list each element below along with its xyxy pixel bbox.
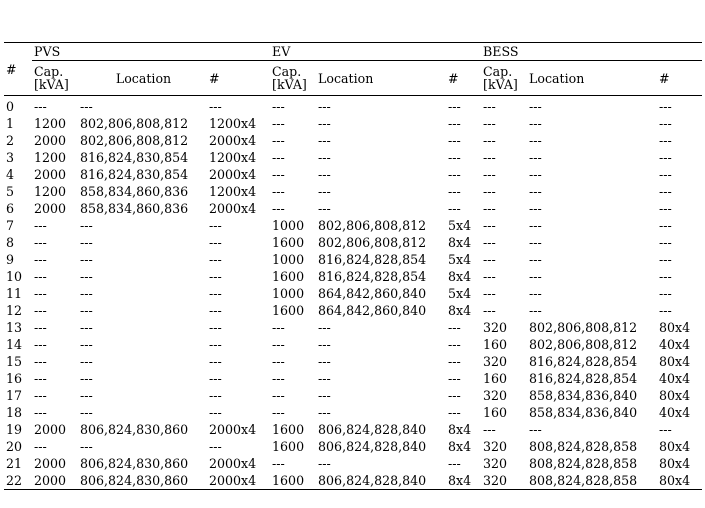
cell-ev-cap: 1600 — [272, 473, 305, 488]
cell-bess-location: --- — [529, 235, 542, 250]
cell-ev-count: 8x4 — [448, 473, 472, 488]
cell-bess-location: --- — [529, 99, 542, 114]
cell-ev-count: --- — [448, 201, 461, 216]
cell-index: 9 — [6, 252, 15, 267]
cell-ev-count: 5x4 — [448, 286, 472, 301]
cell-pvs-cap: --- — [34, 405, 47, 420]
table-body — [4, 96, 702, 490]
cell-pvs-cap: --- — [34, 252, 47, 267]
cell-ev-count: 8x4 — [448, 422, 472, 437]
cell-ev-count: --- — [448, 99, 461, 114]
cell-ev-cap: --- — [272, 133, 285, 148]
cell-ev-location: 864,842,860,840 — [318, 303, 427, 318]
cell-bess-cap: 320 — [483, 456, 508, 471]
cell-bess-location: --- — [529, 133, 542, 148]
cell-pvs-count: --- — [209, 235, 222, 250]
cell-ev-cap: 1600 — [272, 303, 305, 318]
cell-bess-cap: --- — [483, 286, 496, 301]
cell-ev-cap: 1600 — [272, 422, 305, 437]
cell-index: 7 — [6, 218, 15, 233]
cell-pvs-location: --- — [80, 354, 93, 369]
cell-ev-location: 802,806,808,812 — [318, 218, 427, 233]
cell-bess-cap: 320 — [483, 473, 508, 488]
table-row — [4, 251, 702, 268]
cell-index: 14 — [6, 337, 23, 352]
scenario-table — [4, 42, 702, 490]
cell-index: 22 — [6, 473, 23, 488]
cell-bess-cap: --- — [483, 116, 496, 131]
cell-ev-count: --- — [448, 116, 461, 131]
cell-bess-count: 40x4 — [659, 371, 691, 386]
cell-bess-cap: --- — [483, 218, 496, 233]
cell-pvs-count: --- — [209, 354, 222, 369]
cell-pvs-count: --- — [209, 99, 222, 114]
cell-bess-location: --- — [529, 201, 542, 216]
cell-index: 19 — [6, 422, 23, 437]
cell-ev-count: 8x4 — [448, 269, 472, 284]
cell-pvs-location: --- — [80, 371, 93, 386]
cell-index: 13 — [6, 320, 23, 335]
cell-bess-count: 40x4 — [659, 405, 691, 420]
cell-pvs-cap: --- — [34, 218, 47, 233]
cell-ev-location: 816,824,828,854 — [318, 252, 427, 267]
cell-bess-cap: --- — [483, 184, 496, 199]
cell-ev-cap: 1600 — [272, 235, 305, 250]
scenario-table-container — [4, 42, 702, 490]
cell-bess-count: --- — [659, 150, 672, 165]
index-header: # — [6, 61, 17, 77]
cell-pvs-cap: --- — [34, 320, 47, 335]
cell-pvs-location: 858,834,860,836 — [80, 201, 189, 216]
cell-pvs-cap: --- — [34, 354, 47, 369]
cell-pvs-count: --- — [209, 388, 222, 403]
cell-ev-count: 5x4 — [448, 252, 472, 267]
cell-pvs-location: 816,824,830,854 — [80, 150, 189, 165]
cell-pvs-count: --- — [209, 286, 222, 301]
cell-pvs-cap: 2000 — [34, 473, 67, 488]
cell-ev-cap: --- — [272, 150, 285, 165]
cell-bess-cap: --- — [483, 167, 496, 182]
cell-ev-count: 8x4 — [448, 303, 472, 318]
cell-index: 11 — [6, 286, 23, 301]
cell-ev-count: --- — [448, 167, 461, 182]
table-row — [4, 302, 702, 319]
cell-bess-cap: 160 — [483, 405, 508, 420]
cell-ev-location: --- — [318, 99, 331, 114]
cell-bess-location: 808,824,828,858 — [529, 456, 638, 471]
cell-bess-cap: --- — [483, 269, 496, 284]
cell-bess-location: --- — [529, 184, 542, 199]
cell-pvs-count: 2000x4 — [209, 133, 257, 148]
cell-bess-cap: --- — [483, 99, 496, 114]
cell-ev-location: --- — [318, 371, 331, 386]
cell-bess-count: 80x4 — [659, 388, 691, 403]
cell-ev-cap: --- — [272, 354, 285, 369]
cell-bess-count: --- — [659, 167, 672, 182]
cell-pvs-location: --- — [80, 286, 93, 301]
table-row — [4, 96, 702, 116]
cell-bess-cap: 320 — [483, 320, 508, 335]
cell-pvs-count: --- — [209, 320, 222, 335]
cell-bess-cap: --- — [483, 150, 496, 165]
cell-ev-cap: --- — [272, 201, 285, 216]
cell-index: 5 — [6, 184, 15, 199]
cell-ev-location: --- — [318, 201, 331, 216]
table-row — [4, 115, 702, 132]
cell-bess-count: 80x4 — [659, 439, 691, 454]
pvs-cap-header: Cap. [kVA] — [34, 64, 69, 92]
table-row — [4, 268, 702, 285]
cell-bess-location: 808,824,828,858 — [529, 439, 638, 454]
cell-ev-cap: --- — [272, 388, 285, 403]
cell-pvs-cap: --- — [34, 371, 47, 386]
pvs-location-header: Location — [115, 70, 172, 86]
table-row — [4, 455, 702, 472]
cell-ev-location: --- — [318, 184, 331, 199]
cell-bess-location: 802,806,808,812 — [529, 337, 638, 352]
table-row — [4, 166, 702, 183]
table-row — [4, 353, 702, 370]
cell-ev-count: 5x4 — [448, 218, 472, 233]
cell-pvs-count: --- — [209, 439, 222, 454]
cell-ev-cap: --- — [272, 371, 285, 386]
cell-index: 4 — [6, 167, 15, 182]
cell-ev-cap: --- — [272, 456, 285, 471]
cell-ev-location: 806,824,828,840 — [318, 422, 427, 437]
cell-pvs-count: 1200x4 — [209, 150, 257, 165]
ev-cap-header: Cap. [kVA] — [272, 64, 307, 92]
table-row — [4, 370, 702, 387]
cell-bess-count: --- — [659, 218, 672, 233]
cell-bess-cap: 160 — [483, 371, 508, 386]
cell-pvs-location: 806,824,830,860 — [80, 456, 189, 471]
cell-bess-count: 40x4 — [659, 337, 691, 352]
cell-pvs-count: 2000x4 — [209, 456, 257, 471]
cell-ev-location: --- — [318, 320, 331, 335]
cell-ev-cap: 1000 — [272, 218, 305, 233]
cell-ev-location: 806,824,828,840 — [318, 473, 427, 488]
cell-bess-count: 80x4 — [659, 354, 691, 369]
cell-pvs-count: 1200x4 — [209, 184, 257, 199]
cell-ev-count: --- — [448, 405, 461, 420]
cell-pvs-count: 2000x4 — [209, 201, 257, 216]
table-row — [4, 336, 702, 353]
cell-bess-location: --- — [529, 218, 542, 233]
cell-pvs-location: --- — [80, 303, 93, 318]
cell-pvs-count: --- — [209, 252, 222, 267]
cell-pvs-cap: 1200 — [34, 116, 67, 131]
cell-pvs-cap: 1200 — [34, 150, 67, 165]
cell-bess-location: 816,824,828,854 — [529, 354, 638, 369]
cell-ev-location: --- — [318, 167, 331, 182]
cell-pvs-cap: --- — [34, 269, 47, 284]
cell-ev-location: --- — [318, 456, 331, 471]
cell-bess-count: --- — [659, 269, 672, 284]
cell-pvs-location: --- — [80, 388, 93, 403]
cell-ev-count: --- — [448, 371, 461, 386]
ev-location-header: Location — [318, 70, 374, 86]
cell-pvs-count: --- — [209, 371, 222, 386]
cell-pvs-location: --- — [80, 218, 93, 233]
cell-ev-location: --- — [318, 116, 331, 131]
cell-pvs-cap: 2000 — [34, 167, 67, 182]
cell-ev-count: --- — [448, 320, 461, 335]
cell-pvs-cap: --- — [34, 235, 47, 250]
cell-index: 16 — [6, 371, 23, 386]
cell-index: 10 — [6, 269, 23, 284]
cell-pvs-location: --- — [80, 252, 93, 267]
cell-pvs-location: 806,824,830,860 — [80, 473, 189, 488]
cell-bess-count: --- — [659, 235, 672, 250]
cell-pvs-count: 1200x4 — [209, 116, 257, 131]
cell-pvs-cap: --- — [34, 303, 47, 318]
table-row — [4, 472, 702, 490]
cell-bess-cap: --- — [483, 422, 496, 437]
cell-bess-count: --- — [659, 422, 672, 437]
cell-bess-count: --- — [659, 133, 672, 148]
cell-ev-cap: --- — [272, 99, 285, 114]
cell-pvs-count: --- — [209, 269, 222, 284]
cell-ev-count: --- — [448, 150, 461, 165]
cell-pvs-cap: --- — [34, 337, 47, 352]
cell-pvs-location: 816,824,830,854 — [80, 167, 189, 182]
cell-ev-cap: --- — [272, 116, 285, 131]
cell-ev-count: 8x4 — [448, 235, 472, 250]
cell-ev-cap: --- — [272, 337, 285, 352]
cell-bess-count: --- — [659, 184, 672, 199]
cell-bess-location: --- — [529, 116, 542, 131]
cell-index: 6 — [6, 201, 15, 216]
cell-index: 8 — [6, 235, 15, 250]
cell-pvs-location: --- — [80, 405, 93, 420]
cell-bess-location: 816,824,828,854 — [529, 371, 638, 386]
cell-bess-location: --- — [529, 422, 542, 437]
cell-bess-location: 858,834,836,840 — [529, 405, 638, 420]
cell-bess-location: --- — [529, 167, 542, 182]
cell-ev-location: 864,842,860,840 — [318, 286, 427, 301]
cell-index: 18 — [6, 405, 23, 420]
cell-pvs-cap: --- — [34, 388, 47, 403]
cell-bess-count: --- — [659, 286, 672, 301]
cell-pvs-cap: --- — [34, 439, 47, 454]
cell-bess-location: --- — [529, 269, 542, 284]
cell-pvs-location: 802,806,808,812 — [80, 133, 189, 148]
table-row — [4, 217, 702, 234]
table-row — [4, 285, 702, 302]
cell-ev-cap: --- — [272, 184, 285, 199]
cell-bess-cap: --- — [483, 252, 496, 267]
cell-ev-location: 806,824,828,840 — [318, 439, 427, 454]
group-header-bess: BESS — [481, 43, 702, 61]
cell-ev-location: --- — [318, 354, 331, 369]
cell-bess-cap: --- — [483, 303, 496, 318]
cell-pvs-location: --- — [80, 337, 93, 352]
cell-ev-count: --- — [448, 133, 461, 148]
cell-bess-location: 858,834,836,840 — [529, 388, 638, 403]
cell-ev-cap: --- — [272, 405, 285, 420]
cell-bess-count: --- — [659, 116, 672, 131]
cell-bess-cap: --- — [483, 133, 496, 148]
table-row — [4, 404, 702, 421]
cell-ev-location: --- — [318, 133, 331, 148]
group-header-row — [4, 43, 702, 61]
cell-pvs-count: 2000x4 — [209, 167, 257, 182]
cell-bess-cap: --- — [483, 235, 496, 250]
cell-bess-cap: --- — [483, 201, 496, 216]
cell-ev-location: --- — [318, 150, 331, 165]
cell-pvs-count: --- — [209, 337, 222, 352]
cell-pvs-location: 802,806,808,812 — [80, 116, 189, 131]
cell-index: 12 — [6, 303, 23, 318]
cell-ev-cap: 1000 — [272, 252, 305, 267]
cell-pvs-count: --- — [209, 218, 222, 233]
cell-pvs-cap: --- — [34, 286, 47, 301]
cell-pvs-count: 2000x4 — [209, 473, 257, 488]
cell-index: 2 — [6, 133, 15, 148]
cell-pvs-location: --- — [80, 320, 93, 335]
cell-bess-count: 80x4 — [659, 456, 691, 471]
cell-pvs-location: --- — [80, 269, 93, 284]
group-header-pvs: PVS — [32, 43, 270, 61]
cell-bess-location: --- — [529, 303, 542, 318]
cell-ev-count: --- — [448, 184, 461, 199]
table-row — [4, 387, 702, 404]
table-row — [4, 421, 702, 438]
bess-count-header: # — [659, 70, 670, 86]
bess-location-header: Location — [529, 70, 585, 86]
cell-bess-location: --- — [529, 286, 542, 301]
cell-ev-location: --- — [318, 337, 331, 352]
cell-ev-count: --- — [448, 354, 461, 369]
cell-bess-count: --- — [659, 252, 672, 267]
cell-bess-count: 80x4 — [659, 473, 691, 488]
cell-index: 17 — [6, 388, 23, 403]
cell-pvs-location: 806,824,830,860 — [80, 422, 189, 437]
cell-pvs-cap: --- — [34, 99, 47, 114]
cell-pvs-cap: 1200 — [34, 184, 67, 199]
cell-ev-count: --- — [448, 337, 461, 352]
table-row — [4, 319, 702, 336]
cell-bess-location: 802,806,808,812 — [529, 320, 638, 335]
cell-pvs-location: --- — [80, 99, 93, 114]
cell-bess-cap: 160 — [483, 337, 508, 352]
cell-bess-count: --- — [659, 201, 672, 216]
table-row — [4, 149, 702, 166]
cell-ev-cap: 1600 — [272, 439, 305, 454]
table-row — [4, 438, 702, 455]
cell-ev-count: 8x4 — [448, 439, 472, 454]
cell-ev-location: --- — [318, 388, 331, 403]
table-row — [4, 200, 702, 217]
cell-bess-location: 808,824,828,858 — [529, 473, 638, 488]
cell-bess-location: --- — [529, 150, 542, 165]
cell-pvs-cap: 2000 — [34, 422, 67, 437]
cell-pvs-count: --- — [209, 303, 222, 318]
table-row — [4, 183, 702, 200]
cell-index: 3 — [6, 150, 15, 165]
cell-ev-location: 816,824,828,854 — [318, 269, 427, 284]
cell-pvs-location: --- — [80, 439, 93, 454]
cell-bess-cap: 320 — [483, 354, 508, 369]
cell-pvs-cap: 2000 — [34, 133, 67, 148]
cell-bess-cap: 320 — [483, 388, 508, 403]
bess-cap-header: Cap. [kVA] — [483, 64, 518, 92]
table-row — [4, 132, 702, 149]
cell-index: 15 — [6, 354, 23, 369]
cell-ev-cap: 1000 — [272, 286, 305, 301]
cell-bess-cap: 320 — [483, 439, 508, 454]
cell-ev-location: --- — [318, 405, 331, 420]
table-row — [4, 234, 702, 251]
cell-index: 20 — [6, 439, 23, 454]
cell-ev-count: --- — [448, 388, 461, 403]
cell-bess-location: --- — [529, 252, 542, 267]
group-header-ev: EV — [270, 43, 481, 61]
cell-pvs-cap: 2000 — [34, 456, 67, 471]
cell-bess-count: 80x4 — [659, 320, 691, 335]
pvs-count-header: # — [209, 70, 220, 86]
ev-count-header: # — [448, 70, 459, 86]
cell-ev-count: --- — [448, 456, 461, 471]
cell-bess-count: --- — [659, 99, 672, 114]
cell-pvs-location: --- — [80, 235, 93, 250]
cell-ev-cap: 1600 — [272, 269, 305, 284]
cell-pvs-count: 2000x4 — [209, 422, 257, 437]
cell-ev-cap: --- — [272, 320, 285, 335]
cell-pvs-cap: 2000 — [34, 201, 67, 216]
cell-ev-location: 802,806,808,812 — [318, 235, 427, 250]
cell-pvs-count: --- — [209, 405, 222, 420]
cell-index: 1 — [6, 116, 15, 131]
cell-pvs-location: 858,834,860,836 — [80, 184, 189, 199]
cell-bess-count: --- — [659, 303, 672, 318]
cell-ev-cap: --- — [272, 167, 285, 182]
column-header-row — [4, 61, 702, 96]
cell-index: 21 — [6, 456, 23, 471]
cell-index: 0 — [6, 99, 15, 114]
